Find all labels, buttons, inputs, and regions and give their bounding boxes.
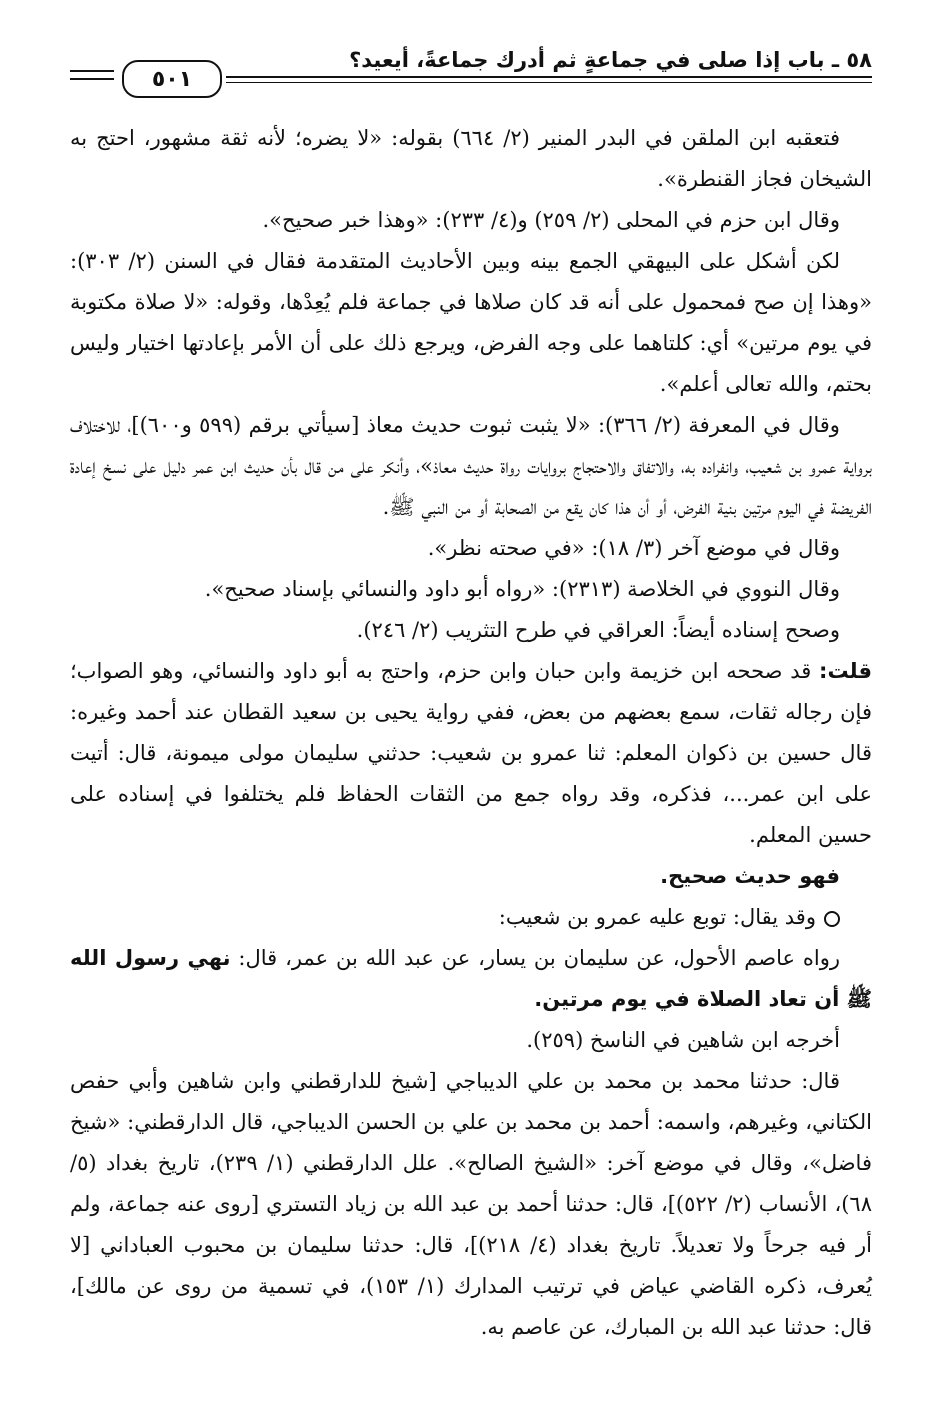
paragraph: لكن أشكل على البيهقي الجمع بينه وبين الأحاديث المتقدمة فقال في السنن (٢/ ٣٠٣): «وهذا إن صح فمحمول على أنه قد كان صلاها في جماعة فلم يُعِدْها، وقوله: «لا صلاة مكتوبة في يوم مرتين» أي: كلتاهما على وجه الفرض، ويرجع ذلك على أن الأمر بإعادتها اختيار وليس بحتم، والله تعالى أعلم». <box>70 249 872 396</box>
paragraph <box>70 651 872 856</box>
paragraph <box>70 897 872 938</box>
header-rule <box>70 78 114 80</box>
header-rule <box>70 70 114 72</box>
paragraph-text: قد صححه ابن خزيمة وابن حبان وابن حزم، واحتج به أبو داود والنسائي، وهو الصواب؛ فإن رجاله ثقات، سمع بعضهم من بعض، ففي رواية يحيى بن سعيد القطان عند أحمد وغيره: قال حسين بن ذكوان المعلم: ثنا عمرو بن شعيب: حدثني سليمان مولى ميمونة، قال: أتيت على ابن عمر...، فذكره، وقد رواه جمع من الثقات الحفاظ فلم يختلفوا في إسناده على حسين المعلم. <box>70 659 872 847</box>
paragraph: وقال ابن حزم في المحلى (٢/ ٢٥٩) و(٤/ ٢٣٣): «وهذا خبر صحيح». <box>262 208 840 232</box>
paragraph: قال: حدثنا محمد بن محمد بن علي الديباجي [شيخ للدارقطني وابن شاهين وأبي حفص الكتاني، وغيرهم، واسمه: أحمد بن محمد بن علي بن الحسن الديباجي، قال الدارقطني: «شيخ فاضل»، وقال في موضع آخر: «الشيخ الصالح». علل الدارقطني (١/ ٢٣٩)، تاريخ بغداد (٥/ ٦٨)، الأنساب (٢/ ٥٢٢)]، قال: حدثنا أحمد بن عبد الله بن زياد التستري [روى عنه جماعة، ولم أر فيه جرحاً ولا تعديلاً. تاريخ بغداد (٤/ ٢١٨)]، قال: حدثنا سليمان بن محبوب العباداني [لا يُعرف، ذكره القاضي عياض في ترتيب المدارك (١/ ١٥٣)، في تسمية من روى عن مالك]، قال: حدثنا عبد الله بن المبارك، عن عاصم به. <box>70 1069 872 1339</box>
page-number-badge: ٥٠١ <box>122 60 222 98</box>
paragraph-text: وقد يقال: توبع عليه عمرو بن شعيب: <box>498 905 816 929</box>
paragraph-text: رواه عاصم الأحول، عن سليمان بن يسار، عن عبد الله بن عمر، قال: <box>230 946 841 970</box>
paragraph: فتعقبه ابن الملقن في البدر المنير (٢/ ٦٦٤) بقوله: «لا يضره؛ لأنه ثقة مشهور، احتج به الشيخان فجاز القنطرة». <box>70 126 872 191</box>
paragraph <box>70 938 872 1020</box>
page-header <box>70 40 872 100</box>
paragraph: وقال في المعرفة (٢/ ٣٦٦): «لا يثبت ثبوت حديث معاذ [سيأتي برقم (٥٩٩ و٦٠٠)]، للاختلاف برواية عمرو بن شعيب، وانفراده به، والاتفاق والاحتجاج بروايات رواة حديث معاذ»، وأنكر على من قال بأن حديث ابن عمر دليل على نسخ إعادة الفريضة في اليوم مرتين بنية الفرض، أو أن هذا كان يقع من الصحابة أو من النبي ﷺ. <box>70 413 872 519</box>
paragraph: وصحح إسناده أيضاً: العراقي في طرح التثريب (٢/ ٢٤٦). <box>356 618 840 642</box>
page-body <box>70 118 872 1348</box>
bullet-icon <box>824 911 840 927</box>
paragraph: وقال النووي في الخلاصة (٢٣١٣): «رواه أبو داود والنسائي بإسناد صحيح». <box>204 577 840 601</box>
paragraph: أخرجه ابن شاهين في الناسخ (٢٥٩). <box>526 1028 840 1052</box>
chapter-title: ٥٨ ـ باب إذا صلى في جماعةٍ ثم أدرك جماعةً، أيعيد؟ <box>349 48 872 72</box>
header-rule <box>226 82 872 83</box>
paragraph-lead: قلت: <box>819 659 872 683</box>
hadith-text: نهي رسول الله ﷺ أن تعاد الصلاة في يوم مرتين. <box>70 946 872 1011</box>
header-rule <box>226 76 872 78</box>
paragraph: وقال في موضع آخر (٣/ ١٨): «في صحته نظر». <box>427 536 840 560</box>
verdict: فهو حديث صحيح. <box>660 864 840 888</box>
